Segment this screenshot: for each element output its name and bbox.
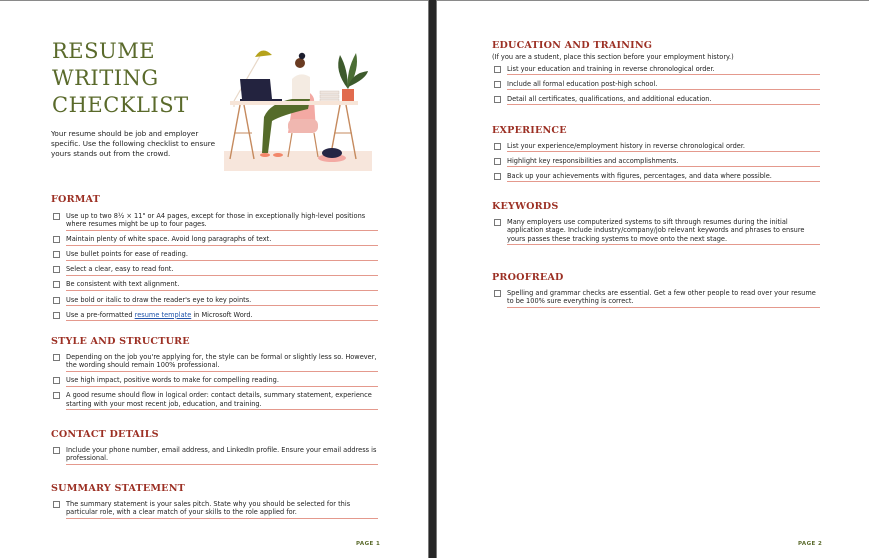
checkbox-icon[interactable]	[53, 312, 60, 319]
title-line: RESUME	[52, 39, 156, 63]
checkbox-icon[interactable]	[53, 236, 60, 243]
document-page-2	[437, 1, 869, 558]
title-line: CHECKLIST	[52, 93, 189, 117]
section-heading: PROOFREAD	[492, 272, 564, 283]
checkbox-icon[interactable]	[494, 290, 501, 297]
checkbox-icon[interactable]	[494, 173, 501, 180]
section-experience	[492, 124, 820, 185]
checkbox-icon[interactable]	[53, 297, 60, 304]
section-heading: EXPERIENCE	[492, 125, 567, 136]
checklist-item: Use up to two 8½ × 11" or A4 pages, except for those in exceptionally high-level positions where resumes might be up to four pages.	[51, 210, 378, 231]
checklist-item: Many employers use computerized systems to sift through resumes during the initial application stage. Include industry/company/job relevant keywords and phrases to ensure yours passes these tracking systems to move onto the next stage.	[492, 216, 820, 245]
checkbox-icon[interactable]	[53, 354, 60, 361]
checkbox-icon[interactable]	[53, 251, 60, 258]
section-note: (If you are a student, place this section before your employment history.)	[492, 53, 734, 61]
checklist-item: Include your phone number, email address, and LinkedIn profile. Ensure your email address is professional.	[51, 444, 378, 465]
section-heading: KEYWORDS	[492, 201, 559, 212]
checkbox-icon[interactable]	[53, 213, 60, 220]
section-contact-details	[51, 428, 378, 468]
checklist-item: Back up your achievements with figures, percentages, and data where possible.	[492, 170, 820, 182]
checklist-item: Detail all certificates, qualifications, and additional education.	[492, 93, 820, 105]
section-heading: FORMAT	[51, 194, 101, 205]
checkbox-icon[interactable]	[494, 158, 501, 165]
checklist-item: Include all formal education post-high school.	[492, 78, 820, 90]
section-style-and-structure	[51, 335, 378, 413]
checklist-item: List your education and training in reverse chronological order.	[492, 63, 820, 75]
checkbox-icon[interactable]	[494, 219, 501, 226]
checklist-item: Depending on the job you're applying for, the style can be formal or slightly less so. However, the wording should remain 100% professional.	[51, 351, 378, 372]
section-heading: CONTACT DETAILS	[51, 429, 159, 440]
page-number: PAGE 1	[356, 541, 381, 547]
intro-paragraph: Your resume should be job and employer specific. Use the following checklist to ensure yours stands out from the crowd.	[51, 129, 215, 158]
checkbox-icon[interactable]	[53, 501, 60, 508]
checklist-item: Use bullet points for ease of reading.	[51, 249, 378, 261]
checkbox-icon[interactable]	[494, 143, 501, 150]
document-title	[52, 38, 189, 119]
checklist-item: Use high impact, positive words to make for compelling reading.	[51, 375, 378, 387]
checklist-item: List your experience/employment history in reverse chronological order.	[492, 140, 820, 152]
checkbox-icon[interactable]	[53, 377, 60, 384]
page-number: PAGE 2	[798, 541, 823, 547]
checklist-item: Maintain plenty of white space. Avoid long paragraphs of text.	[51, 234, 378, 246]
checklist-item: Use bold or italic to draw the reader's eye to key points.	[51, 294, 378, 306]
checkbox-icon[interactable]	[494, 96, 501, 103]
section-heading: SUMMARY STATEMENT	[51, 483, 185, 494]
checkbox-icon[interactable]	[53, 281, 60, 288]
document-page-1	[0, 1, 428, 558]
section-summary-statement	[51, 482, 378, 522]
checkbox-icon[interactable]	[494, 66, 501, 73]
section-proofread	[492, 271, 820, 311]
checkbox-icon[interactable]	[53, 392, 60, 399]
woman-at-desk-illustration	[222, 41, 372, 171]
section-heading: EDUCATION AND TRAINING	[492, 40, 653, 51]
section-heading: STYLE AND STRUCTURE	[51, 336, 190, 347]
checklist-item: The summary statement is your sales pitch. State why you should be selected for this particular role, with a clear match of your skills to the role applied for.	[51, 498, 378, 519]
checkbox-icon[interactable]	[53, 266, 60, 273]
checklist-item: Highlight key responsibilities and accomplishments.	[492, 155, 820, 167]
checklist-item: Use a pre-formatted resume template in Microsoft Word.	[51, 309, 378, 321]
checklist-item: A good resume should flow in logical order: contact details, summary statement, experience starting with your most recent job, education, and training.	[51, 390, 378, 411]
checklist-item: Spelling and grammar checks are essential. Get a few other people to read over your resume to be 100% sure everything is correct.	[492, 287, 820, 308]
resume-template-link[interactable]: resume template	[134, 310, 192, 319]
checklist-item: Select a clear, easy to read font.	[51, 264, 378, 276]
section-education-and-training	[492, 39, 820, 108]
checklist-item: Be consistent with text alignment.	[51, 279, 378, 291]
title-line: WRITING	[52, 66, 159, 90]
checkbox-icon[interactable]	[494, 81, 501, 88]
section-keywords	[492, 200, 820, 248]
page-gutter-divider	[428, 0, 437, 558]
checkbox-icon[interactable]	[53, 447, 60, 454]
section-format	[51, 193, 378, 324]
